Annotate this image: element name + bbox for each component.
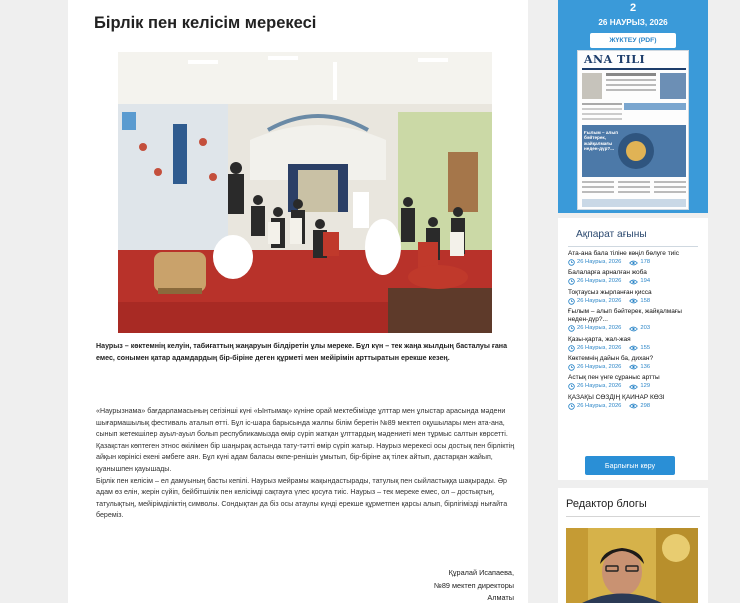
views-count: 203: [640, 325, 651, 332]
article-paragraph: Қазақстан көптеген этнос өкілімен бір шаңырақ астында тату-тәтті өмір сүріп жатыр. Наурыз мерекесі осы достық пен бірліктің айқын көрінісі екені әмбеге аян. Бұл күні адам баласы өкпе-ренішін ұмытып, бір-біріне ақ тілек айтып, дастарқан жайып, қуанышпен қауышады.: [96, 441, 515, 473]
article-signature: [434, 567, 514, 603]
news-feed: [558, 218, 708, 480]
article-paragraph: «Наурызнама» бағдарламасының сегізінші күні «Ынтымақ» күніне орай мектебімізде ұлттар мен ұлыстар арасында мәдени шығармашылық фестиваль аталып өтті. Бұл іс-шара барысында жалпы білім беретін №89 мектеп оқушылары мен ата-ана, сынып жетекшілер ауыл-ауыл болып республикамызда өмір сүріп жатқан ұлттардың мәдениеті мен тұрмыс салтын көрсетті.: [96, 407, 508, 439]
news-item-date: 26 Наурыз, 2026: [577, 297, 622, 304]
news-item-date: 26 Наурыз, 2026: [577, 278, 622, 285]
author-city: Алматы: [487, 593, 514, 603]
news-item-views: [629, 344, 650, 353]
news-item[interactable]: [568, 308, 700, 332]
editor-photo[interactable]: [566, 528, 698, 603]
news-item-title[interactable]: Балаларға арналған жоба: [568, 269, 647, 277]
eye-icon: [629, 260, 638, 266]
view-all-button[interactable]: Барлығын көру: [585, 456, 675, 475]
clock-icon: [568, 259, 575, 266]
news-item-title[interactable]: Ғылым – алып бәйтерек, жайқалмағы неден-дүр?...: [568, 308, 682, 324]
editor-blog-title: Редактор блогы: [566, 498, 647, 510]
eye-icon: [629, 345, 638, 351]
news-item-views: [629, 258, 650, 267]
news-item-views: [629, 363, 650, 372]
news-item[interactable]: [568, 355, 700, 374]
news-item-title[interactable]: Тоқтаусыз жырланған қисса: [568, 288, 652, 296]
news-item[interactable]: [568, 374, 700, 393]
news-list: [568, 250, 700, 413]
news-item-views: [629, 382, 650, 391]
news-item-title[interactable]: Ата-ана бала тіліне көңіл бөлуге тиіс: [568, 250, 679, 257]
news-item-title[interactable]: ҚАЗАҚЫ СӨЗДІҢ ҚАЙНАР КӨЗІ: [568, 393, 665, 401]
clock-icon: [568, 345, 575, 352]
news-item[interactable]: [568, 250, 700, 269]
newspaper-card: [558, 0, 708, 213]
newspaper-thumbnail[interactable]: [577, 50, 689, 210]
news-item-meta: [568, 277, 700, 286]
news-item[interactable]: [568, 336, 700, 355]
news-item-title[interactable]: Қазы-қарта, жал-жая: [568, 335, 631, 343]
clock-icon: [568, 298, 575, 305]
news-item-meta: [568, 402, 700, 411]
news-item-meta: [568, 258, 700, 267]
news-item-date: 26 Наурыз, 2026: [577, 402, 622, 409]
clock-icon: [568, 403, 575, 410]
clock-icon: [568, 325, 575, 332]
news-item-meta: [568, 363, 700, 372]
clock-icon: [568, 383, 575, 390]
eye-icon: [629, 384, 638, 390]
article: [68, 0, 528, 603]
issue-date: 26 НАУРЫЗ, 2026: [598, 18, 668, 27]
article-title: Бірлік пен келісім мерекесі: [94, 14, 317, 32]
eye-icon: [629, 326, 638, 332]
editor-blog: [558, 488, 708, 603]
news-item-title[interactable]: Астық пен үнге сұраныс артты: [568, 374, 660, 382]
clock-icon: [568, 278, 575, 285]
article-lead: Наурыз – көктемнің келуін, табиғаттың жаңаруын білдіретін ұлы мереке. Бұл күн – тек жаңа жылдың басталуы ғана емес, сонымен қатар адамдардың бір-біріне деген құрметі мен мейірімін арттыратын ерекше кезең.: [96, 342, 508, 363]
views-count: 178: [640, 259, 651, 265]
download-pdf-button[interactable]: ЖҮКТЕУ (PDF): [590, 33, 676, 48]
views-count: 298: [640, 402, 651, 409]
news-item-meta: [568, 382, 700, 391]
article-photo: [118, 52, 492, 333]
author-name: Құралай Исапаева,: [448, 568, 514, 577]
news-item-date: 26 Наурыз, 2026: [577, 383, 622, 390]
newspaper-masthead: ANA TILI: [584, 53, 646, 66]
news-item[interactable]: [568, 394, 700, 413]
views-count: 194: [640, 278, 651, 285]
views-count: 129: [640, 383, 651, 390]
news-item-meta: [568, 344, 700, 353]
divider: [568, 246, 698, 247]
news-item-views: [629, 402, 650, 411]
news-item-date: 26 Наурыз, 2026: [577, 325, 622, 332]
clock-icon: [568, 364, 575, 371]
article-paragraph: Бірлік пен келісім – ел дамуының басты кепілі. Наурыз мейрамы жақындастырады, татулық пен сыйластыққа шақырады. Әр адам өз елін, жерін сүйіп, бейбітшілік пен келісімді сақтауға үлес қосуға тиіс. Наурыз – тек мереке емес, ол – достықтың, татулықтың, мейірімділіктің символы. Сондықтан да біз осы атаулы күнді ерекше құрметпен қарсы алып, бірлігімізді нығайта береміз.: [96, 476, 508, 520]
news-item-date: 26 Наурыз, 2026: [577, 363, 622, 370]
news-item-views: [629, 324, 650, 333]
news-item-views: [629, 277, 650, 286]
news-item[interactable]: [568, 289, 700, 308]
author-position: №89 мектеп директоры: [434, 580, 514, 590]
news-item-date: 26 Наурыз, 2026: [577, 344, 622, 351]
issue-number: 2: [629, 2, 637, 14]
news-item-views: [629, 297, 650, 306]
news-item-date: 26 Наурыз, 2026: [577, 259, 622, 265]
eye-icon: [629, 298, 638, 304]
eye-icon: [629, 364, 638, 370]
views-count: 136: [640, 363, 651, 370]
article-body: [96, 406, 520, 522]
eye-icon: [629, 403, 638, 409]
newspaper-headline: Ғылым – алып бәйтерек, жайқалмағы неден-дүр?...: [584, 130, 619, 152]
views-count: 158: [640, 297, 651, 304]
news-feed-title: Ақпарат ағыны: [576, 229, 647, 240]
divider: [566, 516, 700, 517]
eye-icon: [629, 279, 638, 285]
news-item-meta: [568, 297, 700, 306]
news-item-title[interactable]: Көктемнің дайын ба, дихан?: [568, 354, 654, 362]
news-item[interactable]: [568, 269, 700, 288]
news-item-meta: [568, 324, 700, 333]
views-count: 155: [640, 344, 651, 351]
